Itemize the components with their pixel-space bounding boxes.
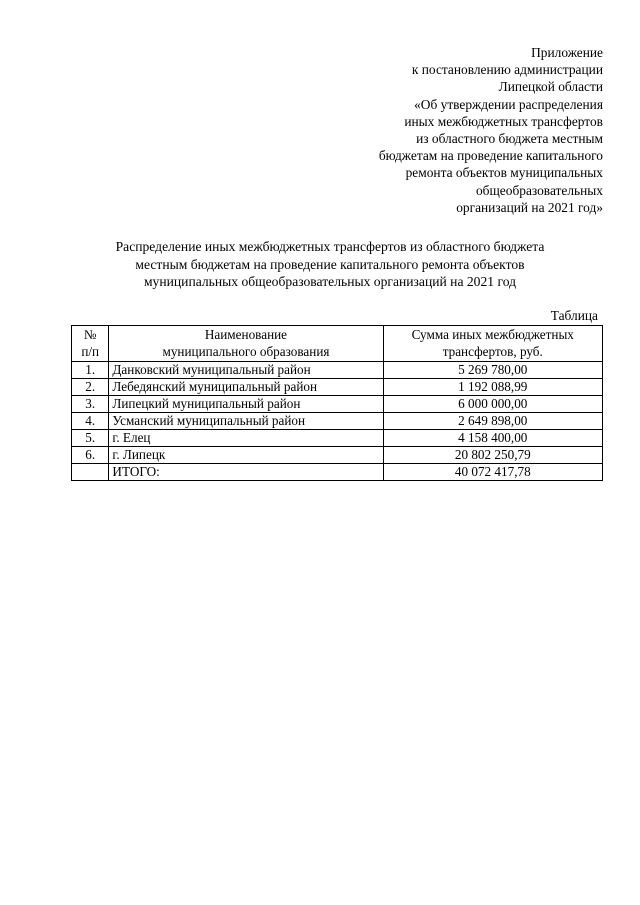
row-name: г. Елец bbox=[109, 430, 383, 447]
row-name: г. Липецк bbox=[109, 447, 383, 464]
title-line: муниципальных общеобразовательных организаций на 2021 год bbox=[143, 274, 517, 289]
row-num: 1. bbox=[72, 362, 109, 379]
total-num bbox=[72, 464, 109, 481]
appendix-line: к постановлению администрации bbox=[411, 62, 603, 78]
title-line: Распределение иных межбюджетных трансфертов из областного бюджета bbox=[115, 239, 545, 254]
table-row bbox=[72, 396, 603, 413]
row-num: 6. bbox=[72, 447, 109, 464]
row-num: 5. bbox=[72, 430, 109, 447]
total-label: ИТОГО: bbox=[109, 464, 383, 481]
header-name: Наименование муниципального образования bbox=[109, 326, 383, 362]
appendix-line: ремонта объектов муниципальных bbox=[405, 165, 603, 181]
title-line: местным бюджетам на проведение капитального ремонта объектов bbox=[135, 256, 525, 272]
appendix-line: Приложение bbox=[531, 45, 603, 60]
table-row bbox=[72, 362, 603, 379]
row-sum: 20 802 250,79 bbox=[383, 447, 602, 464]
row-sum: 2 649 898,00 bbox=[383, 413, 602, 430]
header-num: № п/п bbox=[72, 326, 109, 362]
appendix-line: «Об утверждении распределения bbox=[414, 96, 603, 112]
appendix-line: Липецкой области bbox=[498, 79, 603, 95]
header-sum: Сумма иных межбюджетных трансфертов, руб. bbox=[383, 326, 602, 362]
row-num: 4. bbox=[72, 413, 109, 430]
row-name: Лебедянский муниципальный район bbox=[109, 379, 383, 396]
table-total-row bbox=[72, 464, 603, 481]
row-num: 2. bbox=[72, 379, 109, 396]
row-name: Усманский муниципальный район bbox=[109, 413, 383, 430]
row-name: Липецкий муниципальный район bbox=[109, 396, 383, 413]
budget-table bbox=[71, 325, 603, 481]
table-row bbox=[72, 413, 603, 430]
table-row bbox=[72, 447, 603, 464]
row-sum: 4 158 400,00 bbox=[383, 430, 602, 447]
row-name: Данковский муниципальный район bbox=[109, 362, 383, 379]
row-sum: 6 000 000,00 bbox=[383, 396, 602, 413]
appendix-line: из областного бюджета местным bbox=[416, 131, 603, 147]
appendix-line: иных межбюджетных трансфертов bbox=[404, 113, 603, 129]
appendix-line: бюджетам на проведение капитального bbox=[378, 148, 603, 164]
appendix-block bbox=[273, 44, 603, 216]
table-header-row bbox=[72, 326, 603, 362]
table-row bbox=[72, 430, 603, 447]
table-row bbox=[72, 379, 603, 396]
table-caption: Таблица bbox=[550, 308, 598, 323]
row-num: 3. bbox=[72, 396, 109, 413]
document-title bbox=[60, 238, 600, 291]
appendix-line: общеобразовательных bbox=[475, 182, 603, 198]
row-sum: 1 192 088,99 bbox=[383, 379, 602, 396]
row-sum: 5 269 780,00 bbox=[383, 362, 602, 379]
appendix-line: организаций на 2021 год» bbox=[456, 199, 603, 215]
total-sum: 40 072 417,78 bbox=[383, 464, 602, 481]
